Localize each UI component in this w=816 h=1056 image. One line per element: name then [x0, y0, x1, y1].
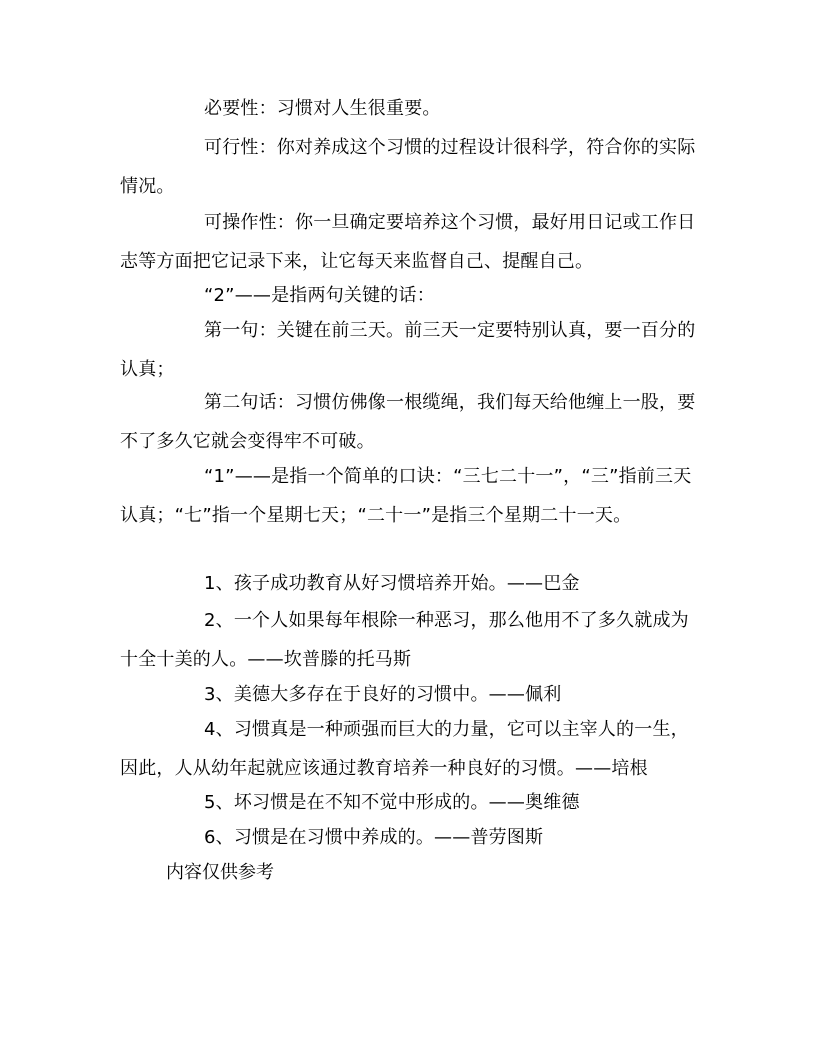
quote-item-2: 2、一个人如果每年根除一种恶习，那么他用不了多久就成为十全十美的人。——坎普滕的托马斯 — [120, 610, 689, 670]
paragraph-one-formula: “1”——是指一个简单的口诀：“三七二十一”，“三”指前三天认真；“七”指一个星期七天；“二十一”是指三个星期二十一天。 — [120, 466, 692, 526]
paragraph-feasibility: 可行性：你对养成这个习惯的过程设计很科学，符合你的实际情况。 — [120, 137, 696, 197]
quote-item-5: 5、坏习惯是在不知不觉中形成的。——奥维德 — [204, 792, 580, 813]
quote-item-1: 1、孩子成功教育从好习惯培养开始。——巴金 — [204, 573, 580, 594]
footer-note: 内容仅供参考 — [166, 862, 274, 883]
paragraph-second-sentence: 第二句话：习惯仿佛像一根缆绳，我们每天给他缠上一股，要不了多久它就会变得牢不可破。 — [120, 392, 696, 452]
paragraph-operability: 可操作性：你一旦确定要培养这个习惯，最好用日记或工作日志等方面把它记录下来，让它每天来监督自己、提醒自己。 — [120, 212, 696, 272]
paragraph-necessity: 必要性：习惯对人生很重要。 — [204, 98, 441, 119]
quote-item-3: 3、美德大多存在于良好的习惯中。——佩利 — [204, 684, 562, 705]
paragraph-two-sentences-intro: “2”——是指两句关键的话： — [204, 285, 435, 306]
quote-item-6: 6、习惯是在习惯中养成的。——普劳图斯 — [204, 827, 544, 848]
paragraph-first-sentence: 第一句：关键在前三天。前三天一定要特别认真，要一百分的认真； — [120, 320, 696, 380]
quote-item-4: 4、习惯真是一种顽强而巨大的力量，它可以主宰人的一生，因此，人从幼年起就应该通过教育培养一种良好的习惯。——培根 — [120, 719, 689, 779]
